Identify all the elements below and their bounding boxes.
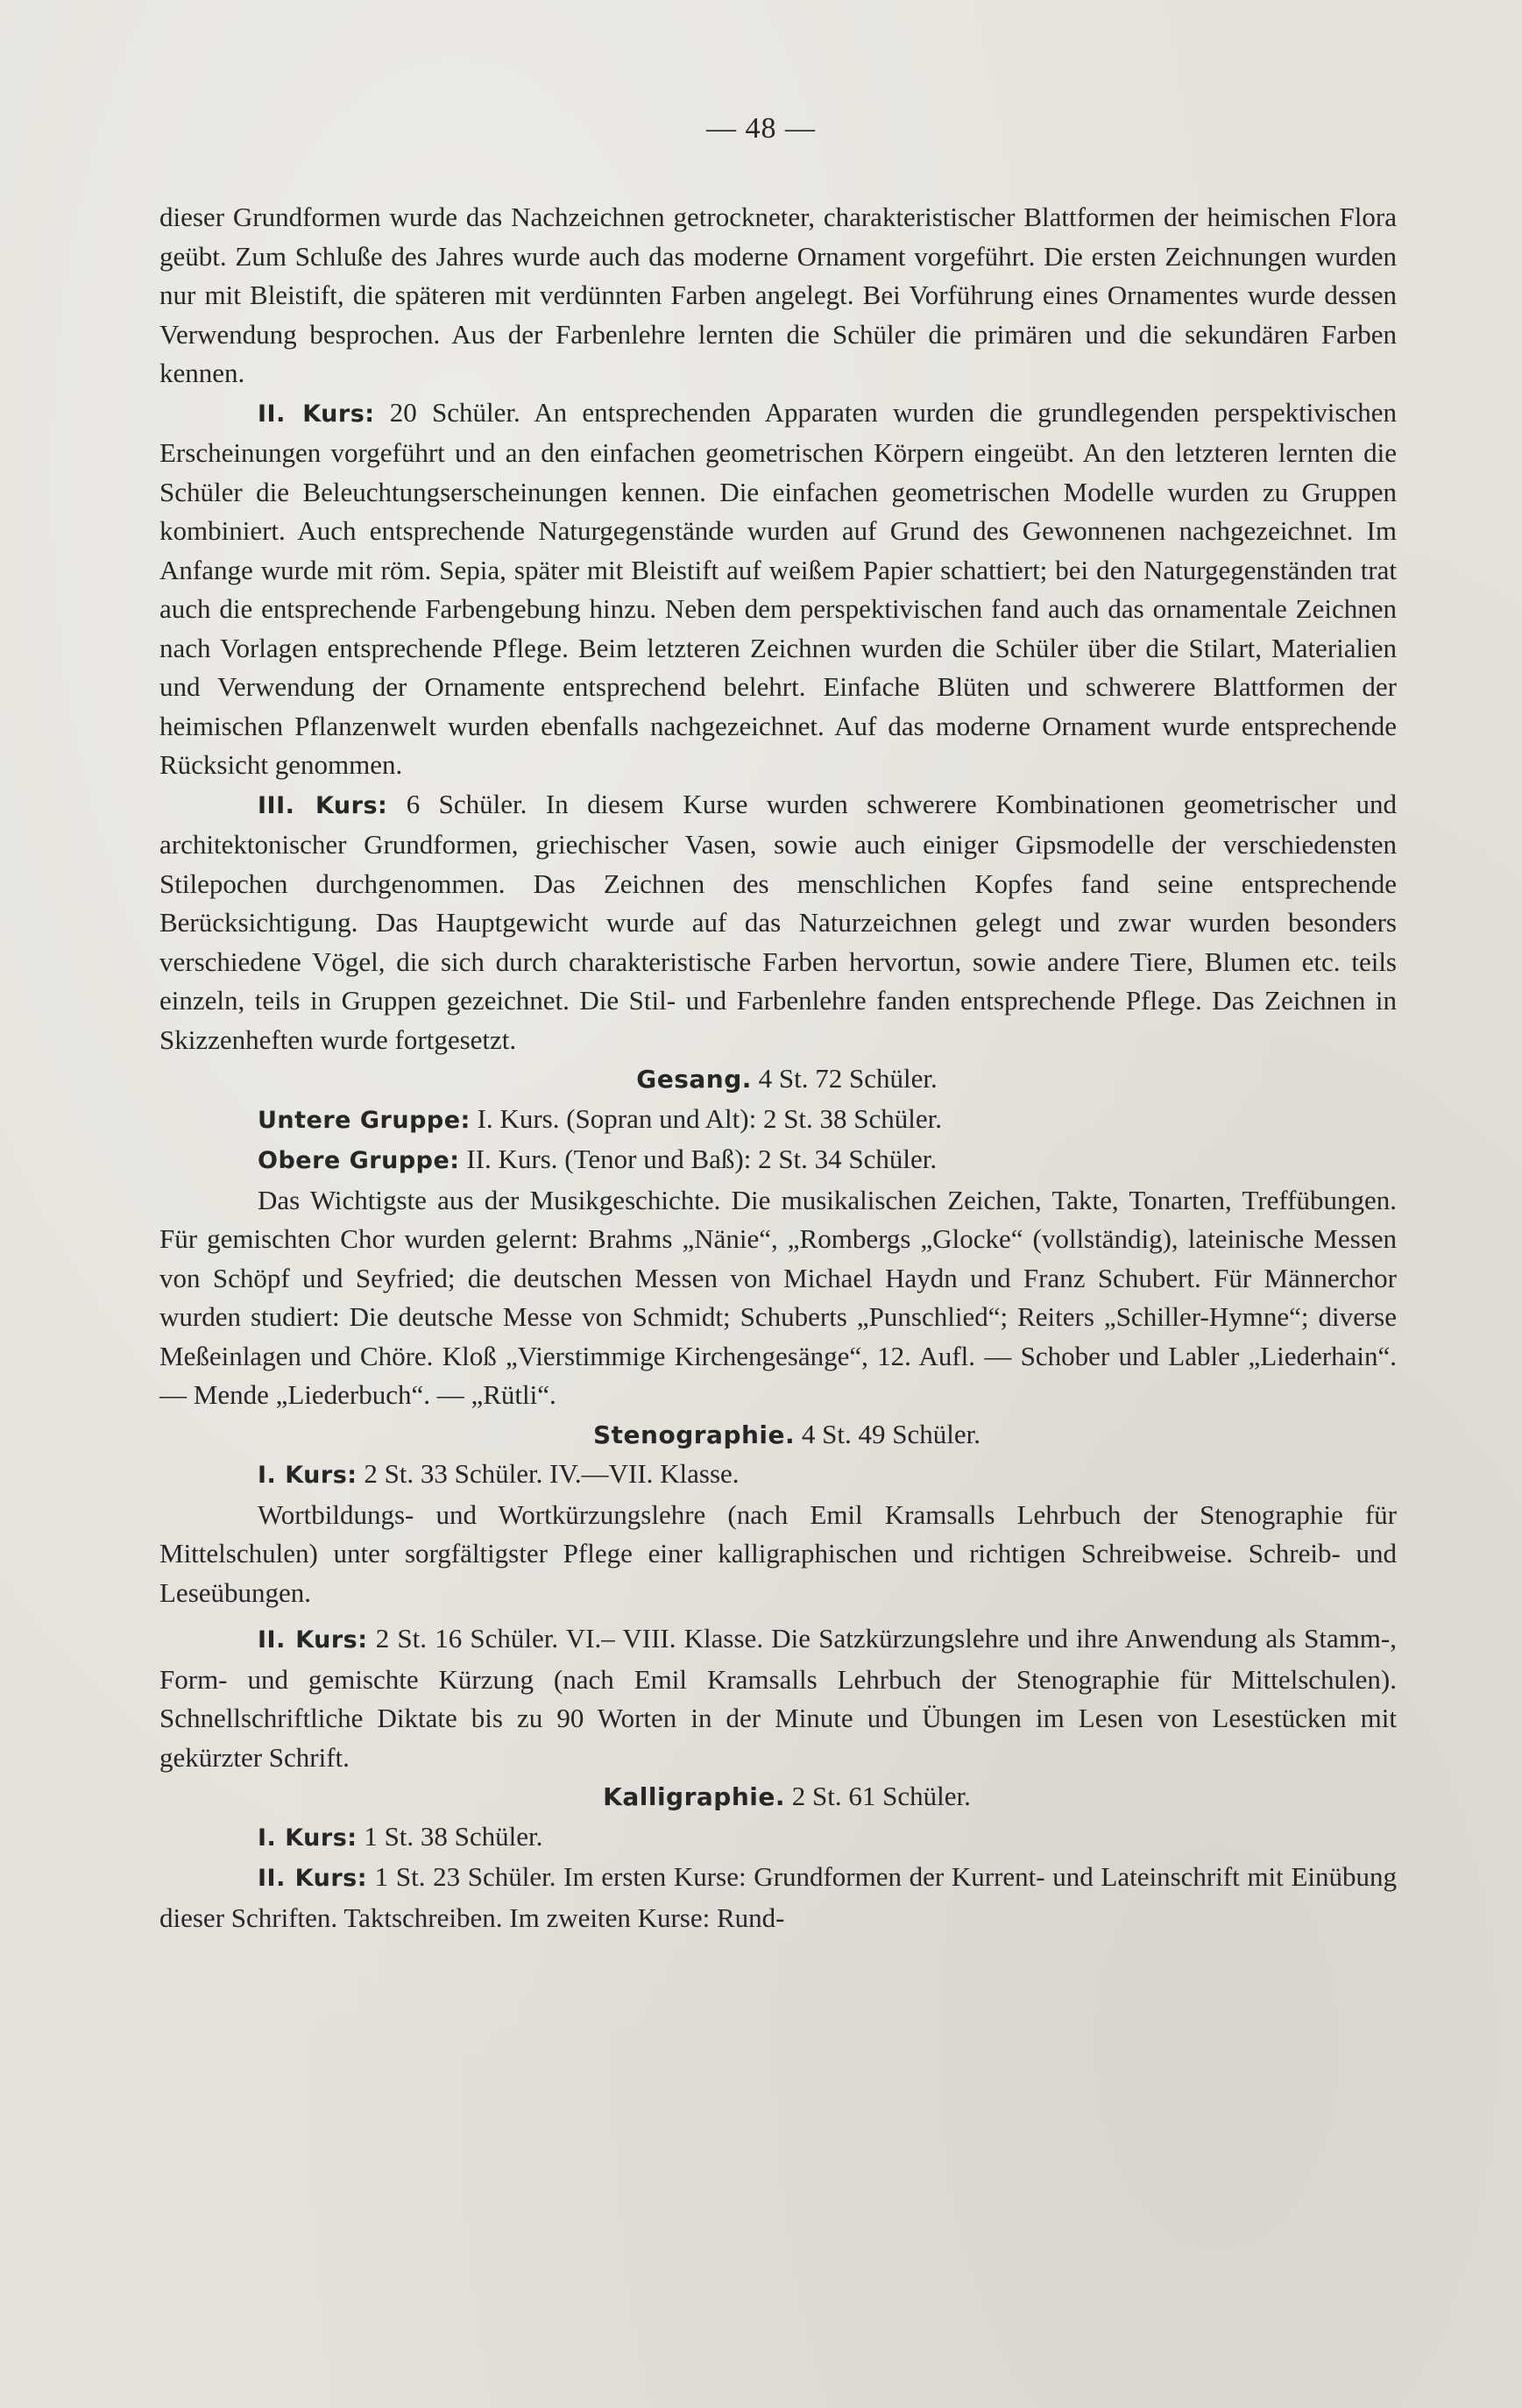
steno-kurs-2-text: 2 St. 16 Schüler. VI.– VIII. Klasse. Die Satzkürzungslehre und ihre Anwendung als Stamm-, Form- und gemischte Kürzung (nach Emil Kramsalls Lehrbuch der Stenographie für Mittelschulen). Schnellschriftliche Diktate bis zu 90 Worten in der Minute und Übungen im Lesen von Lesestücken mit gekürzter Schrift. xyxy=(159,1623,1397,1773)
stenographie-subtitle: 4 St. 49 Schüler. xyxy=(795,1418,980,1449)
zeichnen-kurs-2-paragraph xyxy=(159,393,1397,785)
gesang-subtitle: 4 St. 72 Schüler. xyxy=(751,1063,938,1094)
gesang-untere-gruppe xyxy=(159,1100,1397,1141)
gesang-obere-label: Obere Gruppe: xyxy=(258,1147,460,1174)
zeichnen-kurs-3-label: III. Kurs: xyxy=(258,791,388,819)
kalligraphie-heading xyxy=(159,1777,1397,1817)
kalli-kurs-1-label: I. Kurs: xyxy=(258,1824,357,1852)
gesang-obere-text: II. Kurs. (Tenor und Baß): 2 St. 34 Schüler. xyxy=(459,1144,938,1174)
kalli-kurs-1-line xyxy=(159,1817,1397,1859)
zeichnen-kurs-3-paragraph xyxy=(159,785,1397,1060)
gesang-untere-text: I. Kurs. (Sopran und Alt): 2 St. 38 Schüler. xyxy=(470,1102,943,1134)
intro-paragraph: dieser Grundformen wurde das Nachzeichnen getrockneter, charakteristischer Blattformen der heimischen Flora geübt. Zum Schluße des Jahres wurde auch das moderne Ornament vorgeführt. Die ersten Zeichnungen wurden nur mit Bleistift, die späteren mit verdünnten Farben angelegt. Bei Vorführung eines Ornamentes wurde dessen Verwendung besprochen. Aus der Farbenlehre lernten die Schüler die primären und die sekundären Farben kennen. xyxy=(159,202,1397,388)
kalli-kurs-1-text: 1 St. 38 Schüler. xyxy=(357,1820,543,1852)
steno-kurs-1-text: 2 St. 33 Schüler. IV.—VII. Klasse. xyxy=(357,1458,740,1489)
stenographie-title: Stenographie. xyxy=(592,1420,796,1449)
page-number: — 48 — xyxy=(706,112,816,145)
gesang-body: Das Wichtigste aus der Musikgeschichte. Die musikalischen Zeichen, Takte, Tonarten, Treffübungen. Für gemischten Chor wurden gelernt: Brahms „Nänie“, „Rombergs „Glocke“ (vollständig), lateinische Messen von Schöpf und Seyfried; die deutschen Messen von Michael Haydn und Franz Schubert. Für Männerchor wurden studiert: Die deutsche Messe von Schmidt; Schuberts „Punschlied“; Reiters „Schiller-Hymne“; diverse Meßeinlagen und Chöre. Kloß „Vierstimmige Kirchengesänge“, 12. Aufl. — Schober und Labler „Liederhain“. — Mende „Liederbuch“. — „Rütli“. xyxy=(159,1184,1397,1410)
zeichnen-kurs-2-text: 20 Schüler. An entsprechenden Apparaten wurden die grundlegenden perspektivischen Erscheinungen vorgeführt und an den einfachen geometrischen Körpern eingeübt. An den letzteren lernten die Schüler die Beleuchtungserscheinungen kennen. Die einfachen geometrischen Modelle wurden zu Gruppen kombiniert. Auch entsprechende Naturgegenstände wurden auf Grund des Gewonnenen nachgezeichnet. Im Anfange wurde mit röm. Sepia, später mit Bleistift auf weißem Papier schattiert; bei den Naturgegenständen trat auch die entsprechende Farbengebung hinzu. Neben dem perspektivischen fand auch das ornamentale Zeichnen nach Vorlagen entsprechende Pflege. Beim letzteren Zeichnen wurden die Schüler über die Stilart, Materialien und Verwendung der Ornamente entsprechend belehrt. Einfache Blüten und schwerere Blattformen der heimischen Pflanzenwelt wurden ebenfalls nachgezeichnet. Auf das moderne Ornament wurde entsprechende Rücksicht genommen. xyxy=(159,396,1397,780)
kalligraphie-title: Kalligraphie. xyxy=(603,1782,785,1811)
gesang-untere-label: Untere Gruppe: xyxy=(258,1106,471,1134)
gesang-obere-gruppe xyxy=(159,1140,1397,1181)
gesang-heading xyxy=(159,1059,1397,1100)
steno-kurs-2-label: II. Kurs: xyxy=(258,1626,368,1654)
kalligraphie-subtitle: 2 St. 61 Schüler. xyxy=(785,1781,971,1811)
steno-kurs-1-line xyxy=(159,1455,1397,1496)
steno-kurs-1-body: Wortbildungs- und Wortkürzungslehre (nach Emil Kramsalls Lehrbuch der Stenographie für Mittelschulen) unter sorgfältigster Pflege einer kalligraphischen und richtigen Schreibweise. Schreib- und Leseübungen. xyxy=(159,1498,1397,1608)
zeichnen-kurs-3-text: 6 Schüler. In diesem Kurse wurden schwerere Kombinationen geometrischer und architektonischer Grundformen, griechischer Vasen, sowie auch einiger Gipsmodelle der verschiedensten Stilepochen durchgenommen. Das Zeichnen des menschlichen Kopfes fand seine entsprechende Berücksichtigung. Das Hauptgewicht wurde auf das Naturzeichnen gelegt und zwar wurden besonders verschiedene Vögel, die sich durch charakteristische Farben hervortun, sowie andere Tiere, Blumen etc. teils einzeln, teils in Gruppen gezeichnet. Die Stil- und Farbenlehre fanden entsprechende Pflege. Das Zeichnen in Skizzenheften wurde fortgesetzt. xyxy=(159,788,1397,1055)
stenographie-heading xyxy=(159,1415,1397,1455)
kalli-kurs-2-label: II. Kurs: xyxy=(258,1865,368,1892)
zeichnen-kurs-2-label: II. Kurs: xyxy=(258,400,375,428)
kalli-kurs-2-paragraph xyxy=(159,1858,1397,1937)
gesang-title: Gesang. xyxy=(636,1065,752,1094)
steno-kurs-2-paragraph xyxy=(159,1619,1397,1777)
kalli-kurs-2-text: 1 St. 23 Schüler. Im ersten Kurse: Grundformen der Kurrent- und Lateinschrift mit Einübung dieser Schriften. Taktschreiben. Im zweiten Kurse: Rund- xyxy=(159,1861,1397,1933)
text-column xyxy=(159,198,1397,1937)
steno-kurs-1-label: I. Kurs: xyxy=(258,1462,357,1489)
